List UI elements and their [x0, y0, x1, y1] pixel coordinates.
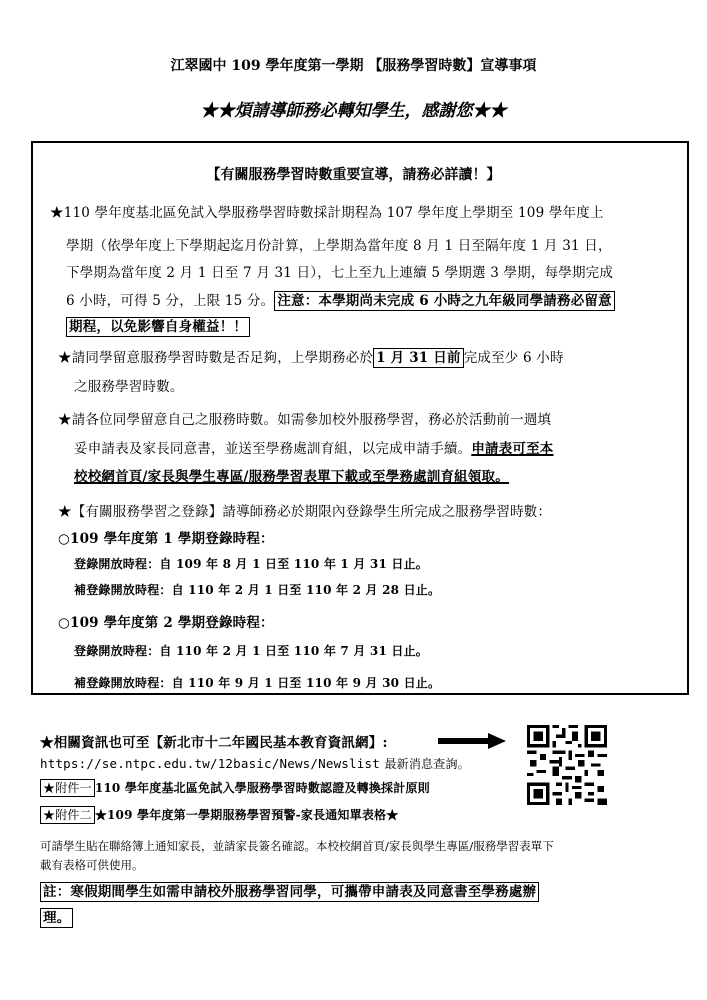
remark-box-cont: 理。: [40, 908, 73, 928]
item3-line1: ★請各位同學留意自己之服務時數。如需參加校外服務學習，務必於活動前一週填: [58, 412, 552, 428]
item1-line4-text: 6 小時，可得 5 分，上限 15 分。: [66, 293, 275, 309]
item2-line2: 之服務學習時數。: [74, 379, 184, 395]
remark-line1: [40, 880, 539, 900]
item1-warning-box: 注意：本學期尚未完成 6 小時之九年級同學請務必留意: [274, 291, 615, 311]
page-title: 江翠國中 109 學年度第一學期 【服務學習時數】宣導事項: [170, 58, 537, 74]
item2-text-pre: ★請同學留意服務學習時數是否足夠，上學期務必於: [58, 350, 374, 366]
deadline-box: 1 月 31 日前: [373, 348, 464, 368]
attachment2-text: ★109 學年度第一學期服務學習預警-家長通知單表格★: [94, 808, 399, 822]
attachment1-tag: ★附件一: [40, 779, 95, 797]
sem1-open: 登錄開放時程：自 109 年 8 月 1 日至 110 年 1 月 31 日止。: [74, 557, 428, 571]
sem2-makeup: 補登錄開放時程：自 110 年 9 月 1 日至 110 年 9 月 30 日止。: [74, 676, 441, 690]
item3-line3: 校校網首頁/家長與學生專區/服務學習表單下載或至學務處訓育組領取。: [74, 469, 509, 485]
remark-box: 註：寒假期間學生如需申請校外服務學習同學，可攜帶申請表及同意書至學務處辦: [40, 882, 539, 902]
sem2-title: ○109 學年度第 2 學期登錄時程：: [58, 615, 274, 631]
attachment2-tag: ★附件二: [40, 806, 95, 824]
page-subtitle: ★★煩請導師務必轉知學生，感謝您★★: [200, 101, 507, 121]
qr-code-icon: [527, 725, 607, 805]
item3-underlined: 申請表可至本: [471, 441, 554, 457]
note-line1: 可請學生貼在聯絡簿上通知家長，並請家長簽名確認。本校校網首頁/家長與學生專區/服務學習表單下: [40, 839, 554, 853]
item1-line4: [66, 289, 615, 309]
notice-heading: 【有關服務學習時數重要宣導，請務必詳讀！】: [206, 167, 501, 183]
item1-line2: 學期（依學年度上下學期起迄月份計算，上學期為當年度 8 月 1 日至隔年度 1 月 31 日，: [66, 238, 612, 254]
info-line: ★相關資訊也可至【新北市十二年國民基本教育資訊網】:: [40, 735, 388, 751]
attachment1-text: 110 學年度基北區免試入學服務學習時數認證及轉換採計原則: [94, 781, 430, 795]
item1-warning-box-cont: 期程，以免影響自身權益！！: [66, 317, 250, 337]
sem2-open: 登錄開放時程：自 110 年 2 月 1 日至 110 年 7 月 31 日止。: [74, 644, 428, 658]
sem1-makeup: 補登錄開放時程：自 110 年 2 月 1 日至 110 年 2 月 28 日止。: [74, 583, 441, 597]
item1-line1: ★110 學年度基北區免試入學服務學習時數採計期程為 107 學年度上學期至 109 學年度上: [50, 205, 604, 221]
attachment2: [40, 806, 398, 823]
url-line: [40, 755, 470, 772]
info-url[interactable]: https://se.ntpc.edu.tw/12basic/News/Newslist: [40, 756, 380, 771]
item1-line5: [66, 315, 250, 335]
item1-line3: 下學期為當年度 2 月 1 日至 7 月 31 日），七上至九上連續 5 學期選 3 學期，每學期完成: [66, 265, 614, 281]
item4-line1: ★【有關服務學習之登錄】請導師務必於期限內登錄學生所完成之服務學習時數：: [58, 504, 552, 520]
url-suffix: 最新消息查詢。: [384, 757, 470, 771]
right-arrow-icon: [438, 733, 506, 749]
item3-line2: [74, 437, 554, 457]
item2-line1: [58, 346, 564, 366]
sem1-title: ○109 學年度第 1 學期登錄時程：: [58, 531, 274, 547]
item3-text: 妥申請表及家長同意書，並送至學務處訓育組，以完成申請手續。: [74, 441, 472, 457]
remark-line2: [40, 906, 73, 926]
note-line2: 載有表格可供使用。: [40, 858, 144, 872]
attachment1: [40, 779, 430, 796]
item2-text-post: 完成至少 6 小時: [463, 350, 564, 366]
